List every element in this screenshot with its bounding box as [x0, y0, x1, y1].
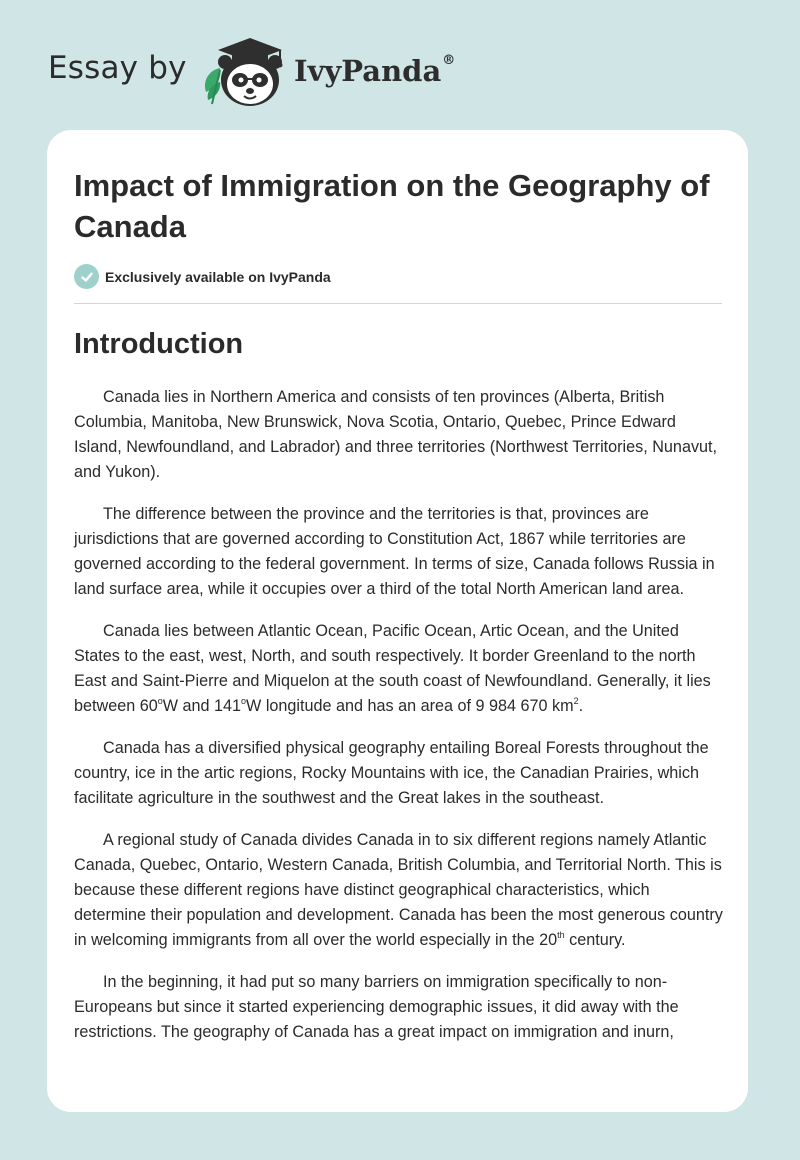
- paragraph-3-part-b: W and 141: [162, 697, 242, 715]
- essay-card: [47, 130, 748, 1112]
- paragraph-6: In the beginning, it had put so many barriers on immigration specifically to non-Europeans but since it started experiencing demographic issues, it did away with the restrictions. The geography of Canada has a great impact on immigration and inurn,: [74, 973, 679, 1041]
- paragraph-1: Canada lies in Northern America and consists of ten provinces (Alberta, British Columbia, Manitoba, New Brunswick, Nova Scotia, Ontario, Quebec, Prince Edward Island, Newfoundland, and Labrador) and three territories (Northwest Territories, Nunavut, and Yukon).: [74, 388, 718, 481]
- paragraph-3-part-d: .: [578, 697, 584, 715]
- essay-body: [74, 385, 726, 1062]
- paragraph-5-part-b: century.: [564, 931, 626, 949]
- site-header: [48, 32, 548, 112]
- essay-title: Impact of Immigration on the Geography of Canada: [74, 168, 710, 244]
- squared-sign: 2: [573, 695, 579, 706]
- paragraph-5: [74, 828, 726, 953]
- paragraph-3-part-c: W longitude and has an area of 9 984 670 km: [246, 697, 574, 715]
- ordinal-suffix: th: [557, 929, 565, 940]
- degree-sign: o: [241, 695, 247, 706]
- panda-logo-icon[interactable]: [200, 34, 288, 110]
- registered-mark: ®: [442, 53, 456, 69]
- degree-sign: o: [157, 695, 163, 706]
- essay-by-label: Essay by: [48, 50, 187, 86]
- paragraph-2: The difference between the province and the territories is that, provinces are jurisdictions that are governed according to Constitution Act, 1867 while territories are governed according to the federal government. In terms of size, Canada follows Russia in land surface area, while it occupies over a third of the total North American land area.: [74, 505, 715, 598]
- section-heading: Introduction: [74, 328, 244, 360]
- exclusive-badge: [74, 264, 331, 289]
- paragraph-3-part-a: Canada lies between Atlantic Ocean, Pacific Ocean, Artic Ocean, and the United States to the east, west, North, and south respectively. It border Greenland to the north East and Saint-Pierre and Miquelon at the south coast of Newfoundland. Generally, it lies between 60: [74, 622, 711, 715]
- title-divider: [74, 303, 722, 304]
- brand-text: IvyPanda: [294, 54, 442, 88]
- brand-name[interactable]: [294, 54, 455, 88]
- paragraph-5-part-a: A regional study of Canada divides Canada in to six different regions namely Atlantic Canada, Quebec, Ontario, Western Canada, British Columbia, and Territorial North. This is because these different regions have distinct geographical characteristics, which determine their population and development. Canada has been the most generous country in welcoming immigrants from all over the world especially in the 20: [74, 831, 723, 949]
- exclusive-label: Exclusively available on IvyPanda: [105, 268, 331, 285]
- check-icon: [74, 264, 99, 289]
- paragraph-3: [74, 619, 726, 719]
- paragraph-4: Canada has a diversified physical geography entailing Boreal Forests throughout the country, ice in the artic regions, Rocky Mountains with ice, the Canadian Prairies, which facilitate agriculture in the southwest and the Great lakes in the southeast.: [74, 739, 709, 807]
